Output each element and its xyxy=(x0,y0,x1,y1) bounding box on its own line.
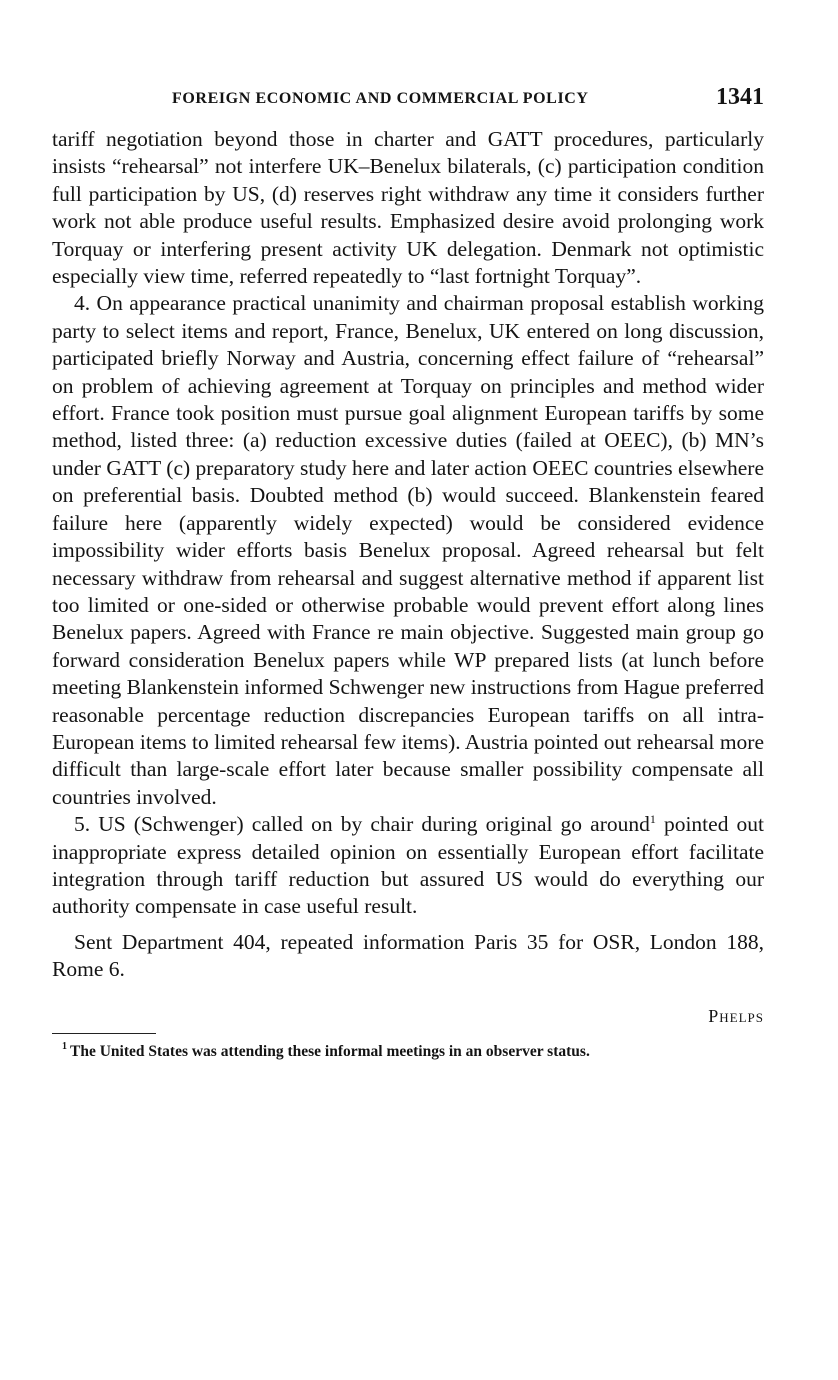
running-header xyxy=(52,84,764,120)
footnote-reference: 1 xyxy=(649,812,656,826)
paragraph-5-lead: 5. US (Schwenger) called on by chair during original go around xyxy=(74,812,650,837)
document-page xyxy=(52,84,764,1062)
body-text xyxy=(52,126,764,984)
footnote-text: The United States was attending these informal meetings in an observer status. xyxy=(70,1042,590,1060)
running-title: FOREIGN ECONOMIC AND COMMERCIAL POLICY xyxy=(172,90,589,107)
footnote-marker: 1 xyxy=(62,1041,67,1053)
footnote-divider xyxy=(52,1033,156,1034)
paragraph-4: 4. On appearance practical unanimity and chairman proposal establish working party to select items and report, France, Benelux, UK entered on long discussion, participated briefly Norway and Austria, concerning effect failure of “rehearsal” on problem of achieving agreement at Torquay on principles and method wider effort. France took position must pursue goal alignment European tariffs by some method, listed three: (a) reduction excessive duties (failed at OEEC), (b) MN’s under GATT (c) preparatory study here and later action OEEC countries elsewhere on preferential basis. Doubted method (b) would succeed. Blankenstein feared failure here (apparently widely expected) would be considered evidence impossibility wider efforts basis Benelux proposal. Agreed rehearsal but felt necessary withdraw from rehearsal and suggest alternative method if apparent list too limited or one-sided or otherwise probable would prevent effort along lines Benelux papers. Agreed with France re main objective. Suggested main group go forward consideration Benelux papers while WP prepared lists (at lunch before meeting Blankenstein informed Schwenger new instructions from Hague preferred reasonable percentage reduction discrepancies European tariffs on all intra-European items to limited rehearsal few items). Austria pointed out rehearsal more difficult than large-scale effort later because smaller possibility compensate all countries involved. xyxy=(52,291,764,809)
footnote xyxy=(52,1042,764,1062)
paragraph-5-rest: pointed out inappropriate express detailed opinion on essentially European effort facilitate integration through tariff reduction but assured US would do everything our authority compensate in case useful result. xyxy=(52,812,765,919)
paragraph-continuation: tariff negotiation beyond those in charter and GATT procedures, particularly insists “rehearsal” not interfere UK–Benelux bilaterals, (c) participation condition full participation by US, (d) reserves right withdraw any time it considers further work not able produce useful results. Emphasized desire avoid prolonging work Torquay or interfering present activity UK delegation. Denmark not optimistic especially view time, referred repeatedly to “last fortnight Torquay”. xyxy=(52,127,764,289)
paragraph-5 xyxy=(52,811,764,921)
transmission-note: Sent Department 404, repeated information Paris 35 for OSR, London 188, Rome 6. xyxy=(52,929,764,982)
signature: Phelps xyxy=(708,1005,764,1026)
page-number: 1341 xyxy=(716,84,764,110)
